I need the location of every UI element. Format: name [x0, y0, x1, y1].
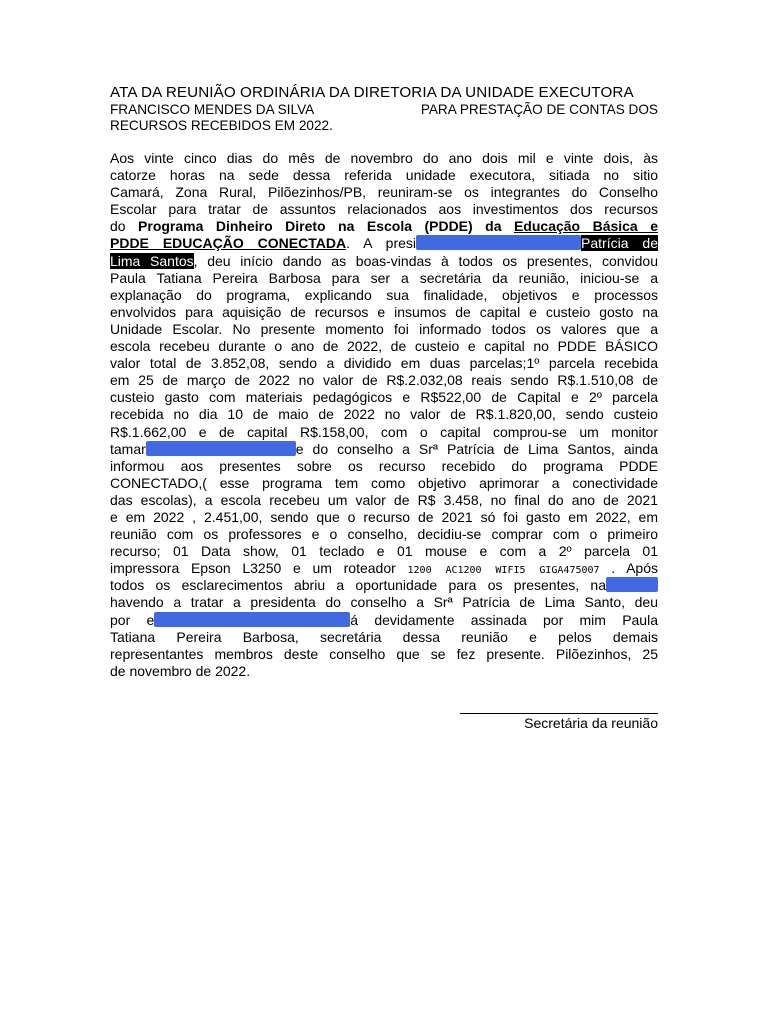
text-line: valor total de 3.852,08, sendo a dividido em duas parcelas;1º parcela recebida	[110, 355, 658, 372]
text-line: recurso; 01 Data show, 01 teclado e 01 mouse e com a 2º parcela 01	[110, 543, 658, 560]
text-line	[110, 218, 658, 235]
text-fragment: á devidamente assinada por mim Paula	[350, 611, 658, 628]
text-line: Tatiana Pereira Barbosa, secretária dessa reunião e pelos demais	[110, 628, 658, 645]
text-line: Escolar para tratar de assuntos relacionados aos investimentos dos recursos	[110, 201, 658, 218]
text-line: explanação do programa, explicando sua finalidade, objetivos e processos	[110, 286, 658, 303]
title-line-2	[110, 102, 658, 118]
text-line	[110, 235, 658, 252]
text-line: CONECTADO,( esse programa tem como objetivo aprimorar a conectividade	[110, 474, 658, 491]
highlighted-name: Lima Santos	[110, 252, 194, 269]
redaction-box	[606, 577, 658, 592]
text-line: Camará, Zona Rural, Pilõezinhos/PB, reuniram-se os integrantes do Conselho	[110, 184, 658, 201]
text-line: representantes membros deste conselho que se fez presente. Pilõezinhos, 25	[110, 645, 658, 662]
program-connected: PDDE EDUCAÇÃO CONECTADA	[110, 235, 347, 252]
router-model: 1200 AC1200 WIFI5 GIGA475007	[407, 565, 600, 577]
text-fragment: . A presi	[346, 235, 417, 252]
school-name: FRANCISCO MENDES DA SILVA	[110, 102, 315, 117]
text-line: envolvidos para aquisição de recursos e insumos de capital e custeio gosto na	[110, 303, 658, 320]
document-title	[110, 84, 658, 134]
text-fragment: por e	[110, 611, 155, 628]
title-line-3: RECURSOS RECEBIDOS EM 2022.	[110, 118, 333, 133]
text-line: R$.1.662,00 e de capital R$.158,00, com o capital comprou-se um monitor	[110, 423, 658, 440]
text-fragment: . Após	[599, 560, 659, 577]
text-line: informou aos presentes sobre os recurso recebido do programa PDDE	[110, 457, 658, 474]
text-fragment: todos os esclarecimentos abriu a oportunidade para os presentes, na	[110, 577, 606, 594]
text-line: Unidade Escolar. No presente momento foi informado todos os valores que a	[110, 320, 658, 337]
redaction-box	[154, 612, 350, 627]
text-line: em 25 de março de 2022 no valor de R$.2.032,08 reais sendo R$.1.510,08 de	[110, 372, 658, 389]
redaction-box	[416, 235, 581, 250]
text-line	[110, 253, 658, 270]
program-type: Educação Básica e	[513, 218, 658, 235]
text-line: reunião com os professores e o conselho, decidiu-se comprar com o primeiro	[110, 526, 658, 543]
text-fragment: do	[110, 218, 139, 235]
minutes-paragraph	[110, 150, 658, 680]
signature-label: Secretária da reunião	[524, 715, 658, 731]
text-line: custeio gasto com materiais pedagógicos e R$522,00 de Capital e 2º parcela	[110, 389, 658, 406]
text-line	[110, 441, 658, 458]
text-fragment: e do conselho a Srª Patrícia de Lima Santos, ainda	[295, 440, 658, 457]
redaction-box	[146, 441, 296, 456]
highlighted-name: Patrícia de	[581, 235, 658, 252]
text-line	[110, 577, 658, 594]
text-line: recebida no dia 10 de maio de 2022 no valor de R$.1.820,00, sendo custeio	[110, 406, 658, 423]
text-fragment: tamar	[110, 440, 146, 457]
text-line: havendo a tratar a presidenta do conselho a Srª Patrícia de Lima Santo, deu	[110, 594, 658, 611]
text-line: e em 2022 , 2.451,00, sendo que o recurso de 2021 só foi gasto em 2022, em	[110, 508, 658, 525]
text-fragment: , deu início dando as boas-vindas à todos os presentes, convidou	[193, 252, 658, 269]
text-line: das escolas), a escola recebeu um valor de R$ 3.458, no final do ano de 2021	[110, 491, 658, 508]
text-line: escola recebeu durante o ano de 2022, de custeio e capital no PDDE BÁSICO	[110, 338, 658, 355]
text-fragment: impressora Epson L3250 e um roteador	[110, 560, 408, 577]
program-name: Programa Dinheiro Direto na Escola (PDDE) da	[138, 218, 514, 235]
text-line: de novembro de 2022.	[110, 662, 251, 679]
text-line	[110, 612, 658, 629]
title-line-1: ATA DA REUNIÃO ORDINÁRIA DA DIRETORIA DA UNIDADE EXECUTORA	[110, 84, 634, 101]
text-line: Aos vinte cinco dias do mês de novembro do ano dois mil e vinte dois, às	[110, 150, 658, 166]
text-line: Paula Tatiana Pereira Barbosa para ser a secretária da reunião, iniciou-se a	[110, 269, 658, 286]
title-purpose: PARA PRESTAÇÃO DE CONTAS DOS	[420, 102, 658, 117]
signature-line	[460, 713, 658, 714]
text-line	[110, 560, 658, 577]
text-line: catorze horas na sede dessa referida unidade executora, sitiada no sitio	[110, 167, 658, 184]
